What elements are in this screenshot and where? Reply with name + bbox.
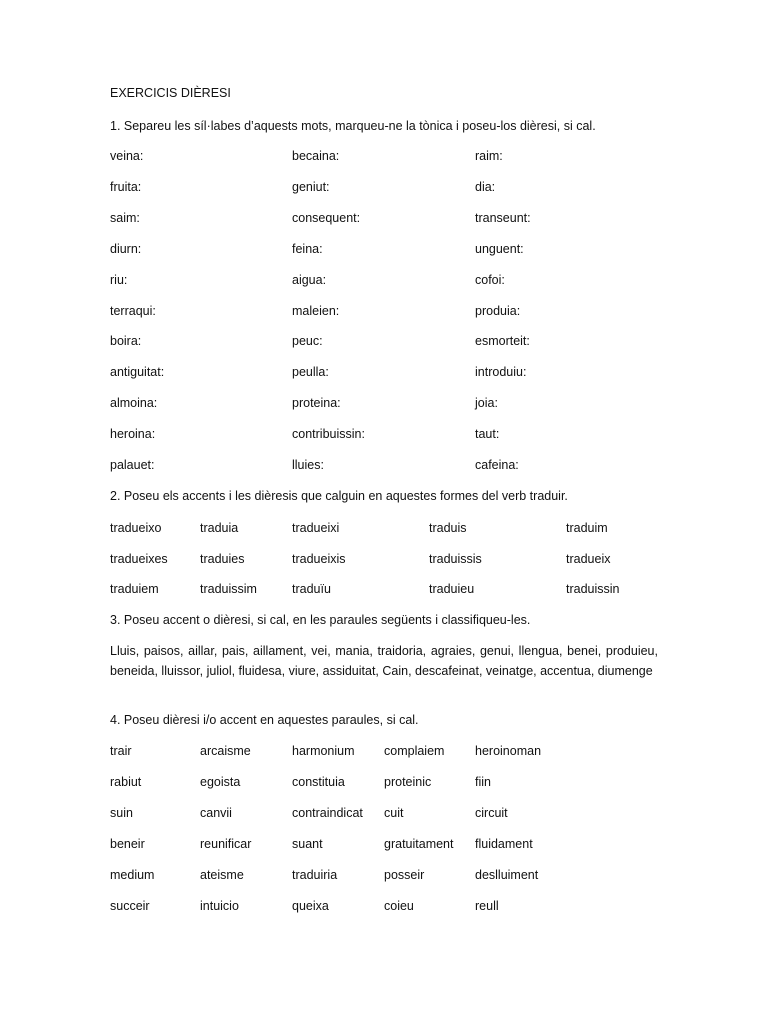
exercise-2-word: traduiem [110, 582, 159, 596]
exercise-4-word: harmonium [292, 744, 355, 758]
exercise-4-word: rabiut [110, 774, 142, 789]
exercise-1-word: aigua: [292, 272, 327, 287]
exercise-4-word: cuit [384, 805, 404, 820]
exercise-1-word: heroina: [110, 427, 156, 442]
exercise-4-word: posseir [384, 867, 425, 882]
exercise-1-word: almoina: [110, 396, 158, 411]
exercise-2-heading: 2. Poseu els accents i les dièresis que calguin en aquestes formes del verb traduir. [110, 489, 568, 503]
exercise-2-word: tradueixes [110, 551, 168, 566]
exercise-1-word: unguent: [475, 241, 524, 256]
exercise-1-word: feina: [292, 241, 323, 256]
exercise-1-word: esmorteit: [475, 334, 530, 349]
exercise-4-word: constituia [292, 774, 345, 789]
exercise-4-word: trair [110, 744, 132, 758]
exercise-1-word: dia: [475, 179, 496, 194]
exercise-1-word: boira: [110, 334, 142, 349]
exercise-4-word: fluidament [475, 836, 533, 851]
exercise-1-word: raim: [475, 149, 503, 163]
exercise-1-word: cofoi: [475, 272, 505, 287]
exercise-2-word: traduieu [429, 582, 475, 596]
exercise-1-word: veina: [110, 149, 144, 163]
exercise-4-word: suin [110, 805, 133, 820]
exercise-4-word: coieu [384, 898, 414, 913]
exercise-4-word: reunificar [200, 836, 252, 851]
exercise-4-word: gratuitament [384, 836, 454, 851]
exercise-1-word: introduiu: [475, 365, 527, 380]
exercise-1-word: maleien: [292, 303, 340, 318]
exercise-4-word: ateisme [200, 867, 244, 882]
exercise-1-word: produia: [475, 303, 521, 318]
exercise-4-word: queixa [292, 898, 329, 913]
document-title: EXERCICIS DIÈRESI [110, 86, 231, 100]
exercise-4-word: beneir [110, 836, 145, 851]
exercise-1-heading: 1. Separeu les síl·labes d’aquests mots, marqueu-ne la tònica i poseu-los dièresi, si cal. [110, 119, 596, 133]
exercise-4-word: heroinoman [475, 744, 542, 758]
exercise-1-word: peuc: [292, 334, 323, 349]
exercise-2-word: traduim [566, 521, 608, 535]
exercise-4-word: circuit [475, 805, 508, 820]
exercise-4-word: egoista [200, 774, 241, 789]
exercise-2-word: tradueixis [292, 551, 346, 566]
exercise-2-word: traduissin [566, 582, 620, 596]
exercise-4-word: deslluiment [475, 867, 539, 882]
exercise-4-word: intuicio [200, 898, 239, 913]
exercise-4-word: complaiem [384, 744, 445, 758]
exercise-2-word: traduies [200, 551, 245, 566]
exercise-1-word: terraqui: [110, 303, 156, 318]
exercise-2-word: traduia [200, 521, 239, 535]
exercise-4-heading: 4. Poseu dièresi i/o accent en aquestes paraules, si cal. [110, 713, 419, 727]
exercise-2-word: traduissim [200, 582, 257, 596]
exercise-1-word: riu: [110, 272, 128, 287]
exercise-2-word: tradueixi [292, 521, 340, 535]
exercise-2-word: tradueix [566, 551, 611, 566]
exercise-4-word: succeir [110, 898, 150, 913]
exercise-1-word: peulla: [292, 365, 329, 380]
exercise-1-word: palauet: [110, 458, 155, 472]
exercise-1-word: transeunt: [475, 210, 531, 225]
exercise-1-word: diurn: [110, 241, 142, 256]
exercise-4-word: proteinic [384, 774, 432, 789]
exercise-4-word: reull [475, 898, 499, 913]
exercise-1-word: joia: [475, 396, 498, 411]
exercise-1-word: lluies: [292, 458, 324, 472]
exercise-4-word: canvii [200, 805, 232, 820]
exercise-1-word: saim: [110, 210, 140, 225]
exercise-1-word: taut: [475, 427, 500, 442]
exercise-4-word: traduiria [292, 867, 338, 882]
exercise-3-heading: 3. Poseu accent o dièresi, si cal, en les paraules següents i classifiqueu-les. [110, 613, 531, 627]
exercise-3-word-list: Lluis, paisos, aillar, pais, aillament, vei, mania, traidoria, agraies, genui, llengua, benei, produieu, beneida, lluissor, juliol, fluidesa, viure, assiduitat, Cain, descafeinat, veinatge, accentua, diumenge [110, 644, 658, 678]
exercise-2-word: traduissis [429, 551, 482, 566]
exercise-4-word: medium [110, 867, 155, 882]
exercise-1-word: fruita: [110, 179, 142, 194]
exercise-4-word: fiin [475, 774, 491, 789]
exercise-1-word: consequent: [292, 210, 361, 225]
exercise-1-word: antiguitat: [110, 365, 165, 380]
exercise-4-word: suant [292, 836, 323, 851]
exercise-1-word: proteina: [292, 396, 341, 411]
exercise-4-word: arcaisme [200, 744, 251, 758]
exercise-2-word: tradueixo [110, 521, 162, 535]
exercise-1-word: contribuissin: [292, 427, 365, 442]
exercise-1-word: cafeina: [475, 458, 519, 472]
exercise-2-word: traduïu [292, 582, 331, 596]
exercise-2-word: traduis [429, 521, 467, 535]
exercise-4-word: contraindicat [292, 805, 363, 820]
exercise-1-word: geniut: [292, 179, 330, 194]
exercise-1-word: becaina: [292, 149, 340, 163]
